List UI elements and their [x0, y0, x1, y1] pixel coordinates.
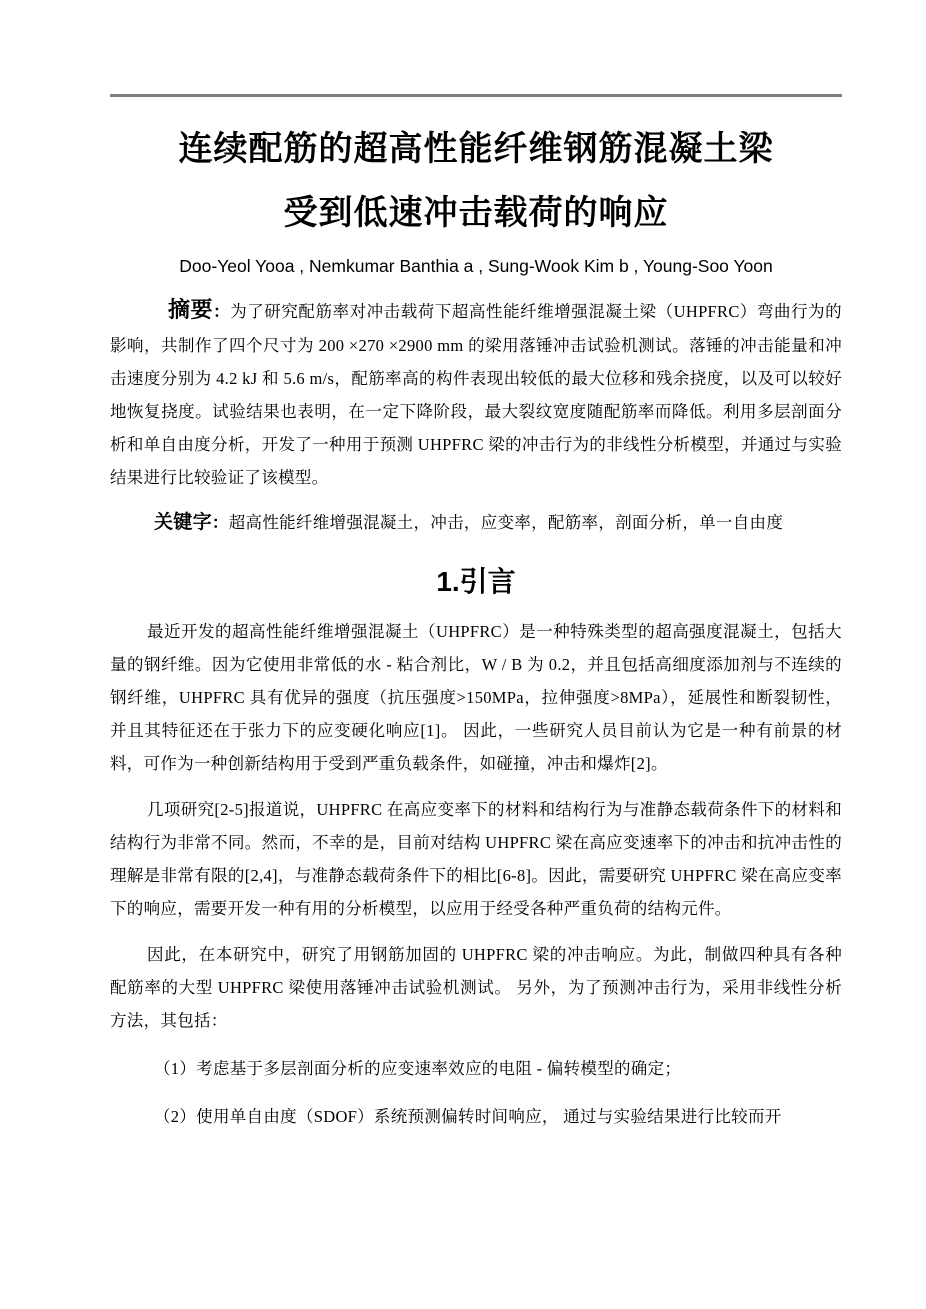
abstract-paragraph [110, 293, 842, 494]
keywords-paragraph [110, 506, 842, 540]
header-rule [110, 94, 842, 97]
abstract-text: 为了研究配筋率对冲击载荷下超高性能纤维增强混凝土梁（UHPFRC）弯曲行为的影响，共制作了四个尺寸为 200 ×270 ×2900 mm 的梁用落锤冲击试验机测试。落锤的冲击能量和冲击速度分别为 4.2 kJ 和 5.6 m/s，配筋率高的构件表现出较低的最大位移和残余挠度，以及可以较好地恢复挠度。试验结果也表明，在一定下降阶段，最大裂纹宽度随配筋率而降低。利用多层剖面分析和单自由度分析，开发了一种用于预测 UHPFRC 梁的冲击行为的非线性分析模型，并通过与实验结果进行比较验证了该模型。 [110, 302, 842, 487]
intro-paragraph-3: 因此，在本研究中，研究了用钢筋加固的 UHPFRC 梁的冲击响应。为此，制做四种具有各种配筋率的大型 UHPFRC 梁使用落锤冲击试验机测试。 另外，为了预测冲击行为，采用非线性分析方法，其包括： [110, 945, 842, 1030]
intro-paragraph-1: 最近开发的超高性能纤维增强混凝土（UHPFRC）是一种特殊类型的超高强度混凝土，包括大量的钢纤维。因为它使用非常低的水 - 粘合剂比，W / B 为 0.2，并且包括高细度添加剂与不连续的钢纤维，UHPFRC 具有优异的强度（抗压强度>150MPa，拉伸强度>8MPa），延展性和断裂韧性，并且其特征还在于张力下的应变硬化响应[1]。 因此，一些研究人员目前认为它是一种有前景的材料，可作为一种创新结构用于受到严重负载条件，如碰撞，冲击和爆炸[2]。 [110, 622, 842, 773]
abstract-label: 摘要 [168, 297, 214, 322]
abstract-separator: ： [213, 303, 231, 321]
numbered-item-1: （1）考虑基于多层剖面分析的应变速率效应的电阻 - 偏转模型的确定； [154, 1059, 682, 1078]
paper-title-line-2: 受到低速冲击载荷的响应 [283, 194, 669, 232]
keywords-label: 关键字 [154, 512, 212, 533]
numbered-item-2: （2）使用单自由度（SDOF）系统预测偏转时间响应， 通过与实验结果进行比较而开 [154, 1107, 782, 1126]
authors-line: Doo-Yeol Yooa , Nemkumar Banthia a , Sung-Wook Kim b , Young-Soo Yoon [179, 256, 773, 276]
section-heading-introduction: 1.引言 [436, 566, 516, 597]
keywords-text: 超高性能纤维增强混凝土，冲击，应变率，配筋率，剖面分析，单一自由度 [228, 513, 784, 532]
keywords-separator: ： [211, 514, 229, 532]
paper-title-line-1: 连续配筋的超高性能纤维钢筋混凝土梁 [178, 130, 774, 168]
intro-paragraph-2: 几项研究[2-5]报道说，UHPFRC 在高应变率下的材料和结构行为与准静态载荷条件下的材料和结构行为非常不同。然而，不幸的是，目前对结构 UHPFRC 梁在高应变速率下的冲击和抗冲击性的理解是非常有限的[2,4]，与准静态载荷条件下的相比[6-8]。因此，需要研究 UHPFRC 梁在高应变率下的响应，需要开发一种有用的分析模型，以应用于经受各种严重负荷的结构元件。 [110, 800, 842, 918]
title-block [110, 117, 842, 245]
